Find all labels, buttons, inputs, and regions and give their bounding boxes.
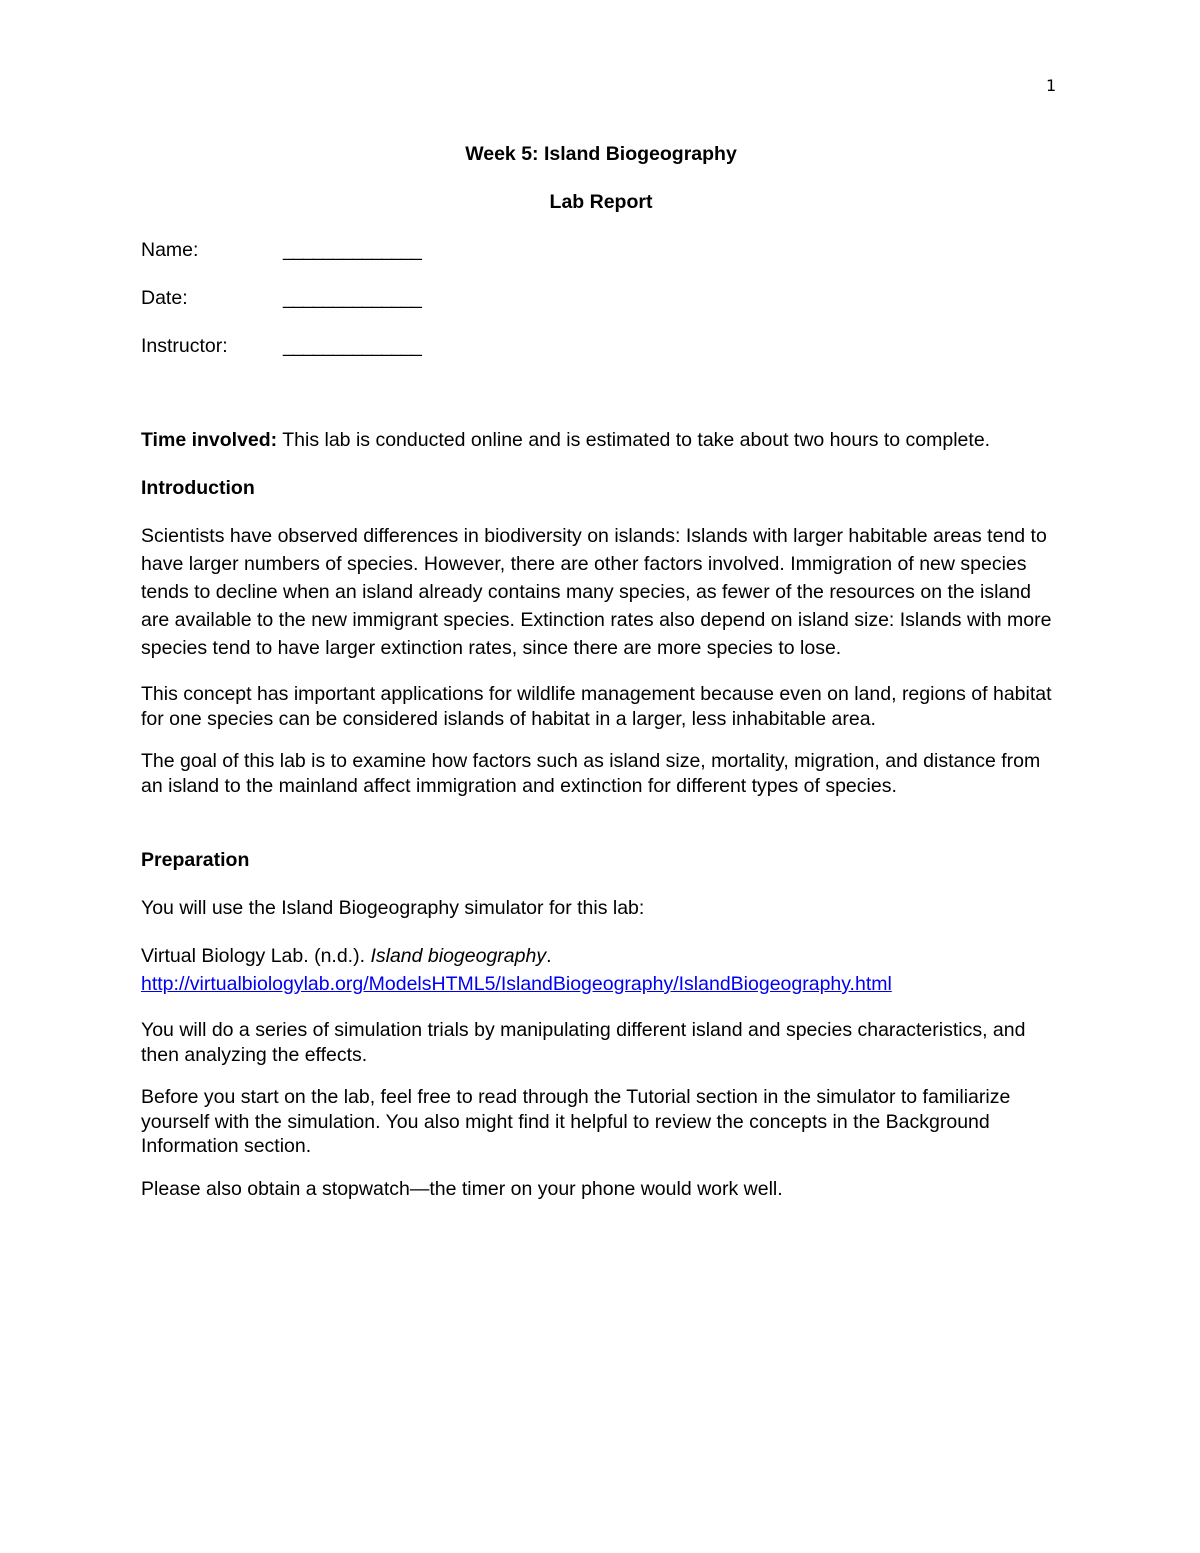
page-number: 1 (1046, 76, 1057, 95)
instructor-field-row (141, 332, 1061, 360)
reference-title: Island biogeography (370, 945, 547, 967)
name-field-row (141, 236, 1061, 264)
reference-block (141, 942, 1061, 998)
preparation-heading: Preparation (141, 849, 250, 871)
name-blank: ______________ (283, 239, 421, 261)
instructor-label: Instructor: (141, 335, 228, 357)
preparation-intro: You will use the Island Biogeography simulator for this lab: (141, 897, 645, 919)
document-body (141, 140, 1061, 1219)
spacer (141, 380, 1061, 426)
instructor-blank: ______________ (283, 335, 421, 357)
date-field-row (141, 284, 1061, 312)
simulator-link[interactable]: http://virtualbiologylab.org/ModelsHTML5/IslandBiogeography/IslandBiogeography.html (141, 973, 892, 995)
time-involved-paragraph (141, 426, 1061, 454)
preparation-paragraph-3: Please also obtain a stopwatch—the timer on your phone would work well. (141, 1177, 783, 1200)
reference-author: Virtual Biology Lab. (n.d.). (141, 945, 371, 967)
preparation-paragraph-1: You will do a series of simulation trials by manipulating different island and species characteristics, and then analyzing the effects. (141, 1019, 1026, 1066)
document-subtitle: Lab Report (549, 191, 653, 213)
reference-period: . (546, 945, 552, 967)
date-blank: ______________ (283, 287, 421, 309)
introduction-paragraph-1: Scientists have observed differences in biodiversity on islands: Islands with larger habitable areas tend to have larger numbers of species. However, there are other factors involved. Immigration of new species tends to decline when an island already contains many species, as fewer of the resources on the island are available to the new immigrant species. Extinction rates also depend on island size: Islands with more species tend to have larger extinction rates, since there are more species to lose. (141, 525, 1052, 659)
introduction-paragraph-3: The goal of this lab is to examine how factors such as island size, mortality, migration, and distance from an island to the mainland affect immigration and extinction for different types of species. (141, 750, 1041, 797)
introduction-heading: Introduction (141, 477, 255, 499)
reference-citation (141, 942, 1061, 970)
document-title: Week 5: Island Biogeography (465, 143, 737, 165)
name-label: Name: (141, 239, 199, 261)
date-label: Date: (141, 287, 188, 309)
preparation-paragraph-2: Before you start on the lab, feel free to read through the Tutorial section in the simulator to familiarize yourself with the simulation. You also might find it helpful to review the concepts in the Background Information section. (141, 1086, 1011, 1157)
time-involved-label: Time involved: (141, 429, 278, 451)
introduction-paragraph-2: This concept has important applications for wildlife management because even on land, regions of habitat for one species can be considered islands of habitat in a larger, less inhabitable area. (141, 683, 1052, 730)
time-involved-text: This lab is conducted online and is estimated to take about two hours to complete. (277, 429, 991, 451)
